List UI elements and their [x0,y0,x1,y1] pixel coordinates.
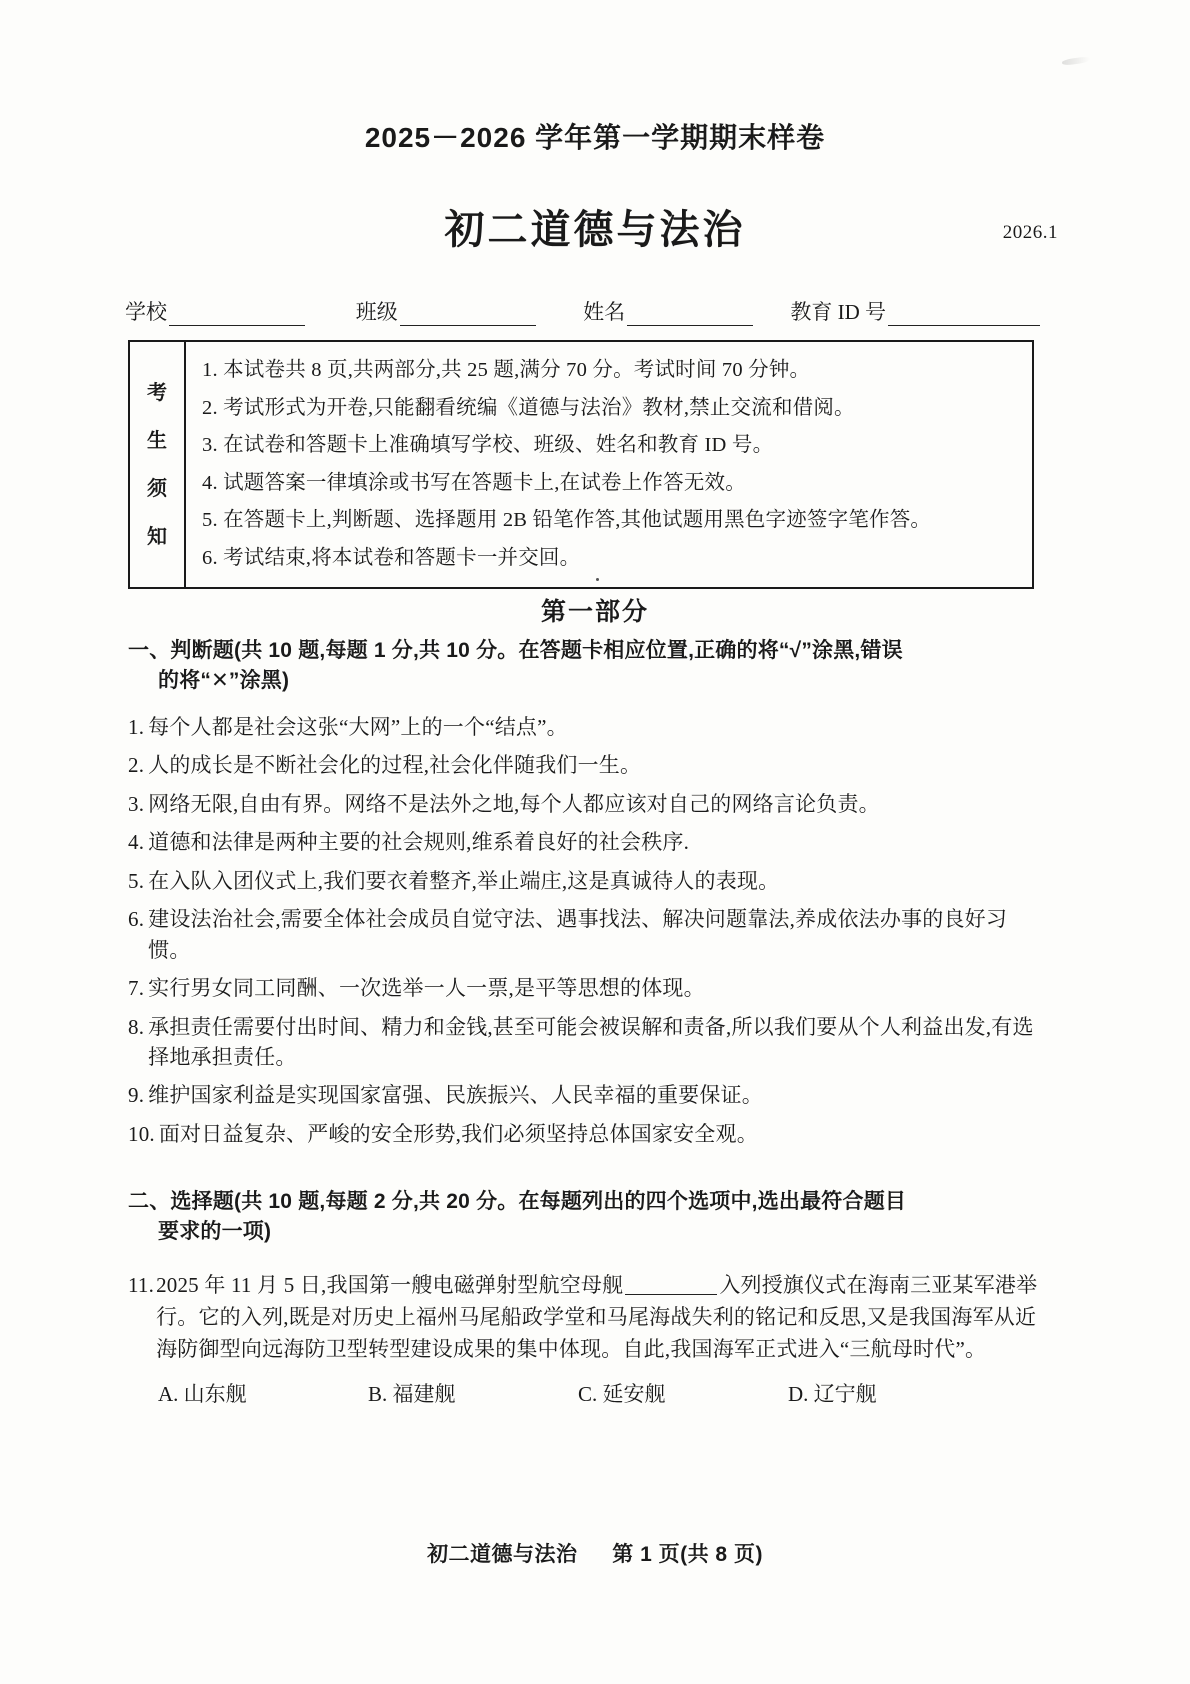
question-text: 面对日益复杂、严峻的安全形势,我们必须坚持总体国家安全观。 [158,1121,758,1146]
question-number: 4. [128,830,145,855]
exam-notice-box [128,340,1034,589]
question-text: 道德和法律是两种主要的社会规则,维系着良好的社会秩序. [148,830,690,855]
question-text [156,1270,1048,1366]
judge-question-list [128,712,1048,1157]
choice-heading-line1: 二、选择题(共 10 题,每题 2 分,共 20 分。在每题列出的四个选项中,选出最符合题目 [128,1190,907,1213]
question-text: 承担责任需要付出时间、精力和金钱,甚至可能会被误解和责备,所以我们要从个人利益出发,有选择地承担责任。 [148,1014,1034,1069]
question-text: 建设法治社会,需要全体社会成员自觉守法、遇事找法、解决问题靠法,养成依法办事的良好习惯。 [148,907,1008,962]
judge-question-item [128,789,1048,819]
notice-char-3: 须 [147,477,167,500]
question-number: 7. [128,976,145,1001]
judge-question-item [128,904,1048,965]
question-text: 在入队入团仪式上,我们要衣着整齐,举止端庄,这是真诚待人的表现。 [148,868,780,893]
page-footer [0,1538,1190,1568]
notice-item: 1. 本试卷共 8 页,共两部分,共 25 题,满分 70 分。考试时间 70 分钟。 [202,359,811,381]
notice-item: 3. 在试卷和答题卡上准确填写学校、班级、姓名和教育 ID 号。 [202,434,774,456]
question-number: 9. [128,1083,145,1108]
choice-section-heading [128,1187,1058,1247]
question-number: 3. [128,791,145,816]
footer-page-info: 第 1 页(共 8 页) [612,1543,763,1566]
option-a[interactable]: A. 山东舰 [158,1381,247,1406]
judge-question-item [128,827,1048,857]
question-text: 人的成长是不断社会化的过程,社会化伴随我们一生。 [148,753,642,778]
education-id-field[interactable] [790,296,1040,326]
question-number: 2. [128,753,145,778]
notice-items [186,342,1032,587]
choice-question-11 [128,1270,1048,1408]
stem-part-1: 2025 年 11 月 5 日,我国第一艘电磁弹射型航空母舰 [156,1273,624,1297]
question-number: 5. [128,868,145,893]
part-heading: 第一部分 [540,598,649,626]
option-row [128,1378,1048,1408]
exam-date: 2026.1 [1002,222,1058,243]
choice-heading-line2: 要求的一项) [158,1219,272,1243]
class-label: 班级 [355,300,398,324]
judge-section-heading [128,636,1058,696]
judge-heading-line1: 一、判断题(共 10 题,每题 1 分,共 10 分。在答题卡相应位置,正确的将“√”涂黑,错误 [128,639,903,662]
question-number: 8. [128,1014,145,1039]
judge-question-item [128,1080,1048,1110]
answer-blank[interactable] [625,1294,717,1295]
judge-question-item [128,973,1048,1003]
notice-item: 4. 试题答案一律填涂或书写在答题卡上,在试卷上作答无效。 [202,471,746,494]
education-id-input-blank[interactable] [888,305,1040,326]
question-stem [128,1270,1048,1366]
school-input-blank[interactable] [169,305,305,326]
question-number: 6. [128,907,145,932]
name-label: 姓名 [583,300,626,324]
question-text: 实行男女同工同酬、一次选举一人一票,是平等思想的体现。 [148,976,705,1001]
name-input-blank[interactable] [627,305,753,326]
judge-question-item [128,750,1048,780]
question-number: 10. [128,1121,155,1146]
student-info-row [125,296,1040,326]
subject-title: 初二道德与法治 [444,207,746,252]
option-c[interactable]: C. 延安舰 [578,1381,666,1406]
question-number: 11. [128,1273,155,1297]
school-label: 学校 [125,300,167,324]
option-b[interactable]: B. 福建舰 [368,1381,456,1406]
class-input-blank[interactable] [400,305,536,326]
question-number: 1. [128,715,145,739]
class-field[interactable] [356,296,536,326]
scan-dot [596,578,599,581]
judge-question-item [128,712,1048,742]
option-d[interactable]: D. 辽宁舰 [788,1381,877,1406]
stem-part-2: 入列授旗仪式在海南三亚某军港举行。它的入列,既是对历史上福州马尾船政学堂和马尾海战失利的铭记和反思,又是我国海军从近海防御型向远海防卫型转型建设成果的集中体现。自此,我国海军正式进入“三航母时代”。 [156,1273,1038,1361]
question-text: 网络无限,自由有界。网络不是法外之地,每个人都应该对自己的网络言论负责。 [148,791,880,816]
notice-char-4: 知 [147,525,167,548]
notice-item: 5. 在答题卡上,判断题、选择题用 2B 铅笔作答,其他试题用黑色字迹签字笔作答。 [202,509,932,531]
judge-question-item [128,866,1048,896]
judge-question-item [128,1012,1048,1073]
judge-heading-line2: 的将“✕”涂黑) [158,668,290,692]
notice-char-1: 考 [147,381,167,404]
footer-subject: 初二道德与法治 [427,1543,578,1566]
name-field[interactable] [583,296,753,326]
judge-question-item [128,1119,1048,1149]
notice-item: 6. 考试结束,将本试卷和答题卡一并交回。 [202,546,581,569]
notice-side-label [130,342,186,587]
question-text: 维护国家利益是实现国家富强、民族振兴、人民幸福的重要保证。 [148,1083,763,1108]
question-text: 每个人都是社会这张“大网”上的一个“结点”。 [148,715,568,739]
notice-char-2: 生 [147,429,167,452]
document-title: 2025－2026 学年第一学期期末样卷 [364,122,826,153]
education-id-label: 教育 ID 号 [790,300,886,324]
notice-item: 2. 考试形式为开卷,只能翻看统编《道德与法治》教材,禁止交流和借阅。 [202,396,855,419]
school-field[interactable] [125,296,305,326]
